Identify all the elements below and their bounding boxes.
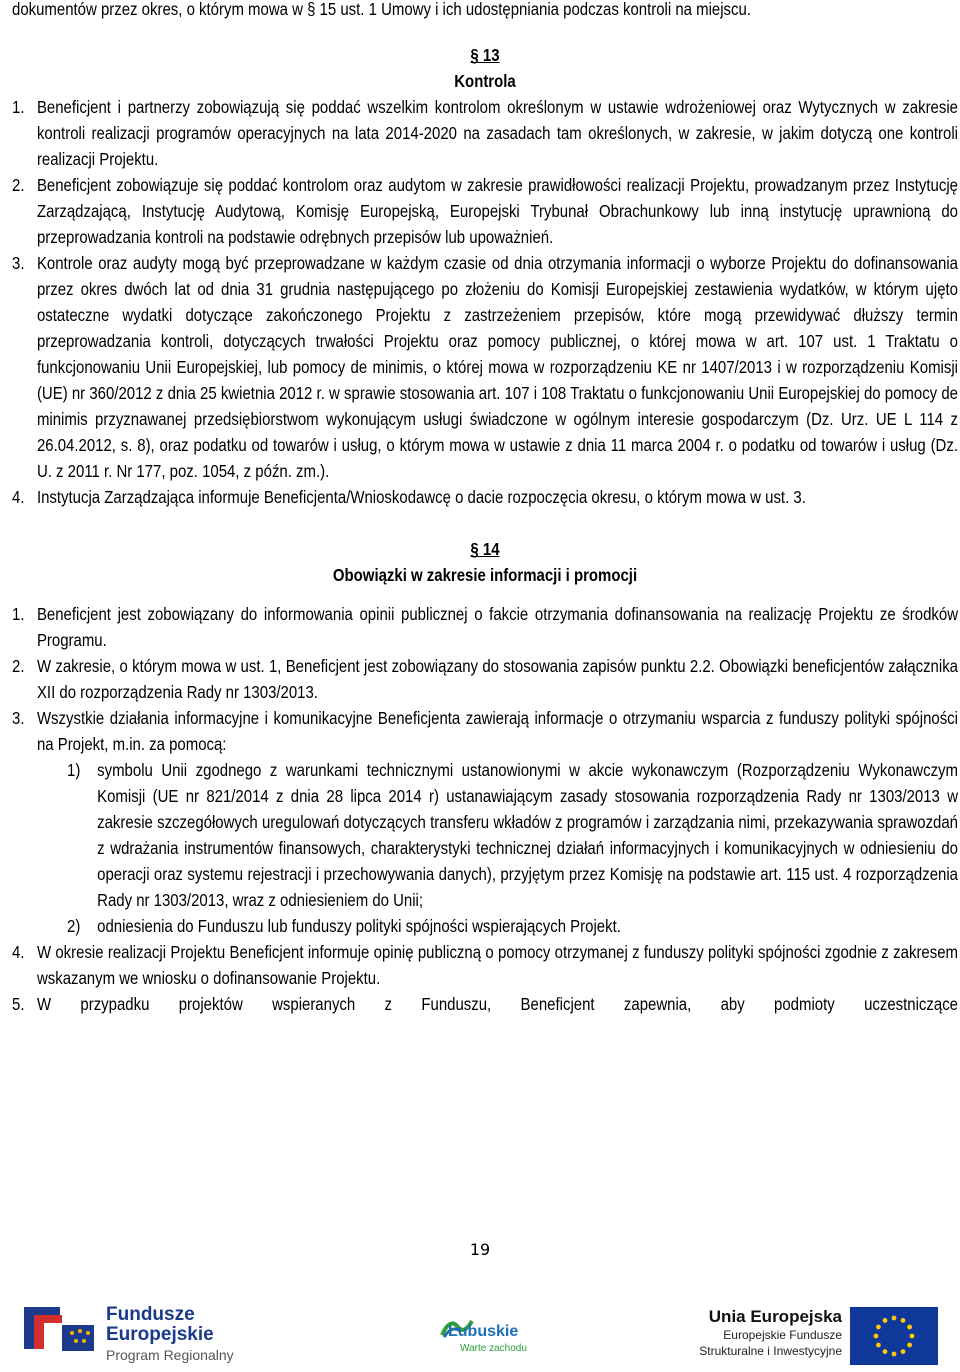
list-item (12, 601, 958, 653)
item-number: 1. (12, 604, 25, 624)
lubuskie-logo (440, 1315, 540, 1361)
list-item (12, 939, 958, 991)
fe-line3: Program Regionalny (106, 1347, 234, 1363)
section-13-number: § 13 (470, 45, 500, 65)
sub-list-item (12, 913, 958, 939)
list-item (12, 172, 958, 250)
lubuskie-line1: Lubuskie (448, 1323, 519, 1340)
eu-line3: Strukturalne i Inwestycyjne (699, 1344, 842, 1358)
list-item (12, 705, 958, 757)
footer-logos (0, 1295, 960, 1372)
sub-list-item (12, 757, 958, 913)
item-number: 2. (12, 656, 25, 676)
item-text: Instytucja Zarządzająca informuje Beneficjenta/Wnioskodawcę o dacie rozpoczęcia okresu, o którym mowa w ust. 3. (36, 487, 806, 507)
fe-line2: Europejskie (106, 1324, 214, 1345)
item-text: Beneficjent jest zobowiązany do informowania opinii publicznej o fakcie otrzymania dofinansowania na realizację Projektu ze środków Programu. (36, 604, 958, 650)
item-text: Beneficjent zobowiązuje się poddać kontrolom oraz audytom w zakresie prawidłowości realizacji Projektu, prowadzanym przez Instytucję Zarządzającą, Instytucję Audytową, Komisję Europejską, Europejski Trybunał Obrachunkowy lub inną instytucję uprawnioną do przeprowadzania kontroli na podstawie odrębnych przepisów lub upoważnień. (36, 175, 958, 247)
list-item (12, 250, 958, 484)
item-text: Beneficjent i partnerzy zobowiązują się poddać wszelkim kontrolom określonym w ustawie wdrożeniowej oraz Wytycznych w zakresie kontroli realizacji programów operacyjnych na lata 2014-2020 na zasadach tam określonych, w zakresie, w jakim dotyczą one kontroli realizacji Projektu. (36, 97, 958, 169)
list-item (12, 991, 958, 1017)
eu-line1: Unia Europejska (708, 1307, 842, 1326)
sub-item-number: 2) (67, 916, 81, 936)
eu-logo (652, 1307, 952, 1369)
item-text: W zakresie, o którym mowa w ust. 1, Beneficjent jest zobowiązany do stosowania zapisów punktu 2.2. Obowiązki beneficjentów załącznika XII do rozporządzenia Rady nr 1303/2013. (36, 656, 958, 702)
eu-flag-icon (850, 1307, 938, 1365)
list-item (12, 484, 958, 510)
item-text: W okresie realizacji Projektu Beneficjent informuje opinię publiczną o pomocy otrzymanej z funduszy polityki spójności zgodnie z zakresem wskazanym we wniosku o dofinansowanie Projektu. (36, 942, 958, 988)
item-text: Kontrole oraz audyty mogą być przeprowadzane w każdym czasie od dnia otrzymania informacji o wyborze Projektu do dofinansowania przez okres dwóch lat od dnia 31 grudnia następującego po złożeniu do Komisji Europejskiej zestawienia wydatków, w którym ujęto ostateczne wydatki dotyczące zakończonego Projektu z zastrzeżeniem przepisów, które mogą przewidywać dłuższy termin przeprowadzania kontroli, dotyczących trwałości Projektu oraz pomocy publicznej, o której mowa w art. 107 ust. 1 Traktatu o funkcjonowaniu Unii Europejskiej, lub pomocy de minimis, o której mowa w rozporządzeniu KE nr 1407/2013 i w rozporządzeniu Komisji (UE) nr 360/2012 z dnia 25 kwietnia 2012 r. w sprawie stosowania art. 107 i 108 Traktatu o funkcjonowaniu Unii Europejskiej do pomocy de minimis przyznawanej przedsiębiorstwom wykonującym usługi świadczone w ogólnym interesie gospodarczym (Dz. Urz. UE L 114 z 26.04.2012, s. 8), oraz podatku od towarów i usług, o którym mowa w ustawie z dnia 11 marca 2004 r. o podatku od towarów i usług (Dz. U. z 2011 r. Nr 177, poz. 1054, z późn. zm.). (36, 253, 958, 481)
fundusze-europejskie-logo (22, 1305, 282, 1369)
section-13-title: Kontrola (454, 71, 516, 91)
item-number: 3. (12, 708, 25, 728)
list-item (12, 94, 958, 172)
item-number: 4. (12, 942, 25, 962)
item-number: 1. (12, 97, 25, 117)
item-text: Wszystkie działania informacyjne i komunikacyjne Beneficjenta zawierają informacje o otrzymaniu wsparcia z funduszy polityki spójności na Projekt, m.in. za pomocą: (36, 708, 958, 754)
page-number: 19 (469, 1240, 491, 1259)
item-number: 5. (12, 994, 25, 1014)
lubuskie-line2: Warte zachodu (460, 1343, 527, 1354)
sub-item-text: symbolu Unii zgodnego z warunkami technicznymi ustanowionymi w akcie wykonawczym (Rozporządzeniu Wykonawczym Komisji (UE nr 821/2014 z dnia 28 lipca 2014 r) ustanawiającym zasady stosowania rozporządzenia Rady nr 1303/2013 w zakresie szczegółowych uregulowań dotyczących transferu wkładów z programów i zarządzania nimi, przekazywania sprawozdań z wdrażania instrumentów finansowych, charakterystyki technicznej działań informacyjnych i komunikacyjnych w odniesieniu do operacji oraz systemu rejestracji i przechowywania danych), przyjętym przez Komisję na podstawie art. 115 ust. 4 rozporządzenia Rady nr 1303/2013, wraz z odniesieniem do Unii; (97, 760, 958, 910)
eu-line2: Europejskie Fundusze (723, 1328, 842, 1342)
sub-item-text: odniesienia do Funduszu lub funduszy polityki spójności wspierających Projekt. (97, 916, 621, 936)
section-14-title: Obowiązki w zakresie informacji i promocji (332, 565, 638, 585)
sub-item-number: 1) (67, 760, 81, 780)
document-body (12, 0, 958, 1017)
item-text: W przypadku projektów wspieranych z Funduszu, Beneficjent zapewnia, aby podmioty uczestniczące (36, 994, 958, 1014)
section-14-number: § 14 (470, 539, 500, 559)
intro-line: dokumentów przez okres, o którym mowa w § 15 ust. 1 Umowy i ich udostępniania podczas kontroli na miejscu. (12, 0, 751, 19)
list-item (12, 653, 958, 705)
fe-line1: Fundusze (106, 1304, 195, 1325)
fe-emblem-icon (22, 1305, 100, 1367)
item-number: 3. (12, 253, 25, 273)
item-number: 4. (12, 487, 25, 507)
item-number: 2. (12, 175, 25, 195)
